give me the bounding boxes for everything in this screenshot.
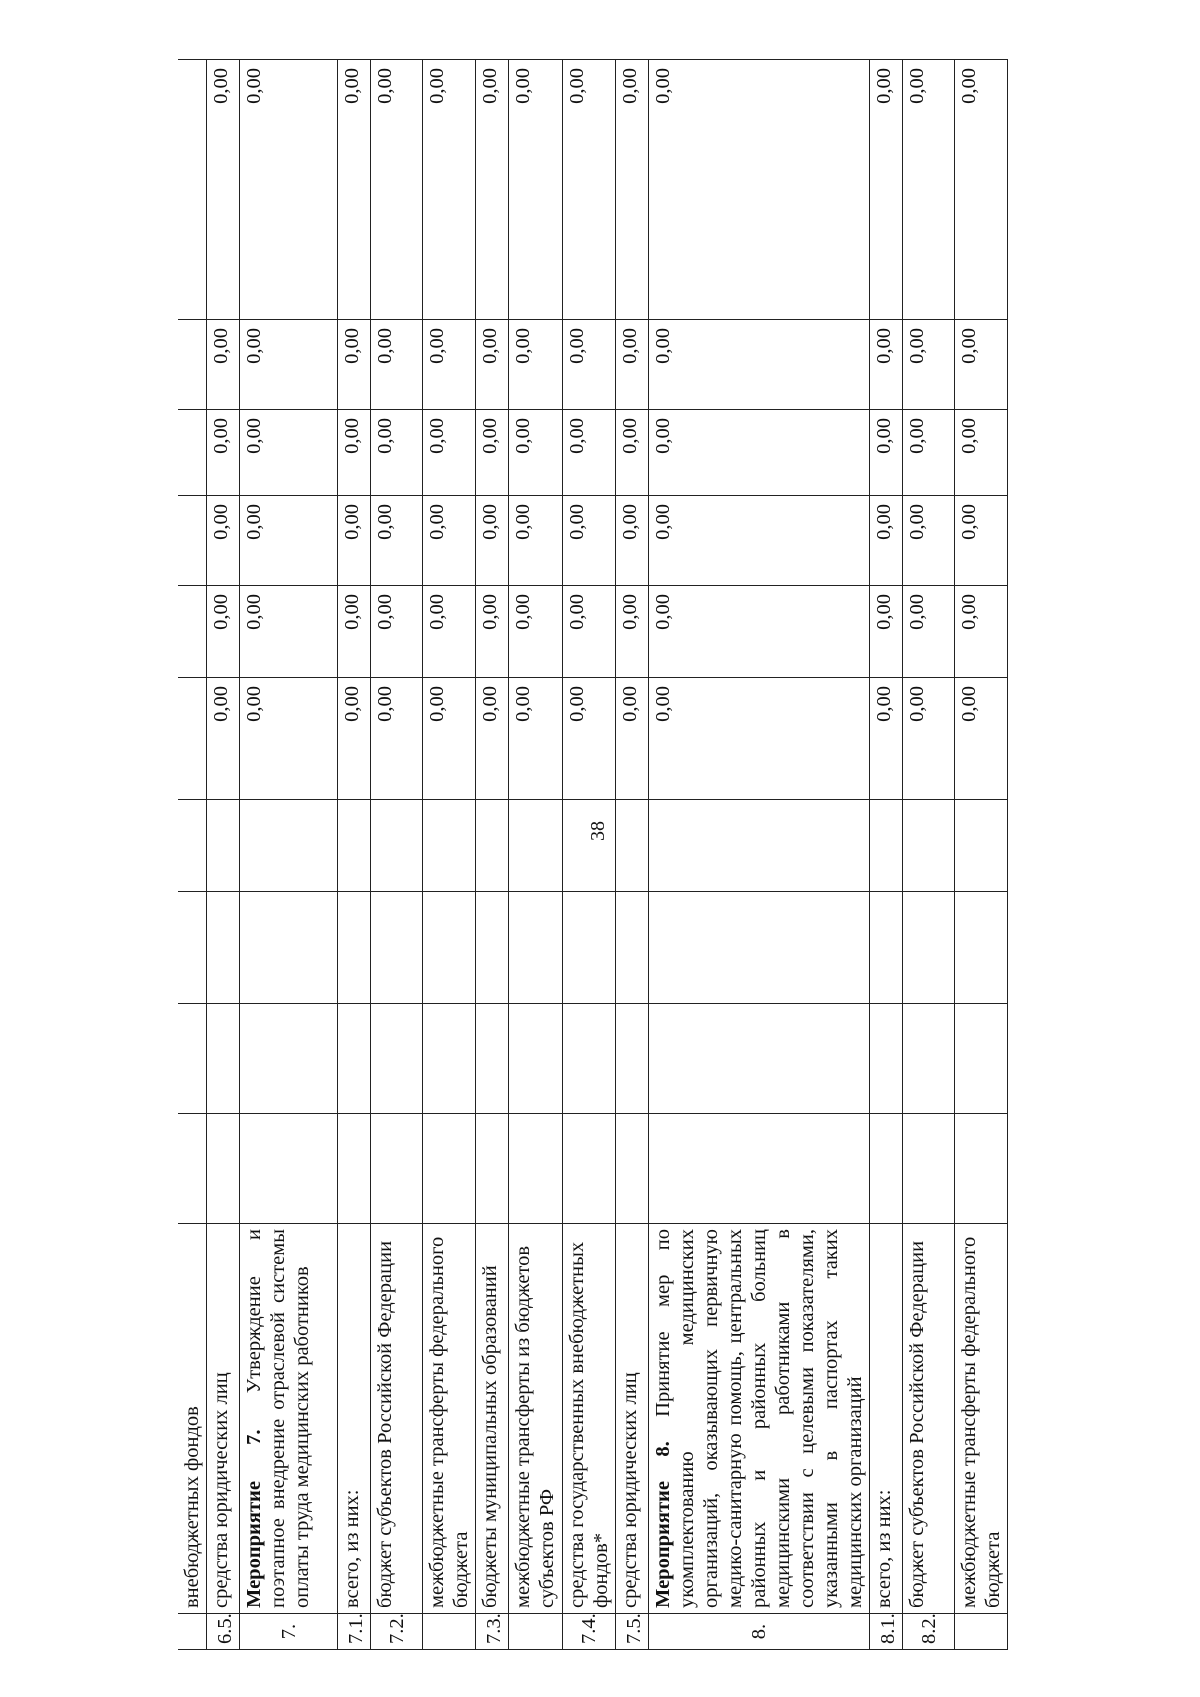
value-cell: 0,00 <box>903 678 955 800</box>
row-description <box>563 1224 616 1614</box>
value-cell: 0,00 <box>870 410 903 496</box>
row-description-text: Принятие мер по укомплектованию медицинских организаций, оказывающих первичную медико-санитарную помощь, центральных районных и районных больниц медицинскими работниками в соответствии с целевыми показателями, указанными в паспортах таких медицинских организаций <box>652 1229 866 1608</box>
row-description-text: бюджет субъектов Российской Федерации <box>906 1240 928 1608</box>
value-cell: 0,00 <box>563 586 616 678</box>
row-lead: Мероприятие 7. <box>243 1429 265 1608</box>
row-lead: Мероприятие 8. <box>652 1441 674 1608</box>
empty-cell <box>903 800 955 892</box>
empty-cell <box>509 892 563 1004</box>
table-row <box>207 60 240 1650</box>
value-cell: 0,00 <box>955 320 1008 410</box>
value-cell: 0,00 <box>649 60 870 320</box>
value-cell: 0,00 <box>649 496 870 586</box>
empty-cell <box>338 800 371 892</box>
row-number: 7.3. <box>476 1614 509 1650</box>
value-cell: 0,00 <box>649 410 870 496</box>
empty-cell <box>870 1114 903 1224</box>
value-cell: 0,00 <box>240 586 338 678</box>
value-cell: 0,00 <box>903 586 955 678</box>
value-cell: 0,00 <box>338 410 371 496</box>
empty-cell <box>903 1114 955 1224</box>
value-cell <box>178 678 207 800</box>
empty-cell <box>207 892 240 1004</box>
value-cell: 0,00 <box>371 496 423 586</box>
empty-cell <box>649 1114 870 1224</box>
value-cell: 0,00 <box>649 320 870 410</box>
value-cell: 0,00 <box>240 410 338 496</box>
value-cell: 0,00 <box>509 678 563 800</box>
empty-cell <box>509 1114 563 1224</box>
empty-cell <box>476 892 509 1004</box>
row-number <box>178 1614 207 1650</box>
row-description-text: межбюджетные трансферты из бюджетов субъектов РФ <box>512 1245 558 1608</box>
value-cell: 0,00 <box>903 60 955 320</box>
table-row <box>509 60 563 1650</box>
row-number: 6.5. <box>207 1614 240 1650</box>
value-cell: 0,00 <box>476 320 509 410</box>
value-cell: 0,00 <box>371 586 423 678</box>
row-number: 8. <box>649 1614 870 1650</box>
value-cell: 0,00 <box>476 586 509 678</box>
value-cell: 0,00 <box>903 320 955 410</box>
value-cell: 0,00 <box>338 60 371 320</box>
empty-cell <box>423 800 476 892</box>
empty-cell <box>616 892 649 1004</box>
value-cell: 0,00 <box>509 60 563 320</box>
row-description <box>371 1224 423 1614</box>
empty-cell <box>649 1004 870 1114</box>
empty-cell <box>178 1114 207 1224</box>
row-number: 7. <box>240 1614 338 1650</box>
value-cell: 0,00 <box>476 410 509 496</box>
empty-cell <box>371 800 423 892</box>
value-cell: 0,00 <box>616 678 649 800</box>
value-cell: 0,00 <box>371 320 423 410</box>
value-cell: 0,00 <box>563 60 616 320</box>
value-cell: 0,00 <box>870 586 903 678</box>
value-cell: 0,00 <box>616 496 649 586</box>
table-row <box>870 60 903 1650</box>
value-cell: 0,00 <box>563 410 616 496</box>
value-cell: 0,00 <box>476 60 509 320</box>
row-number <box>955 1614 1008 1650</box>
row-description <box>476 1224 509 1614</box>
value-cell: 0,00 <box>423 320 476 410</box>
table-row <box>563 60 616 1650</box>
empty-cell <box>423 892 476 1004</box>
empty-cell <box>870 1004 903 1114</box>
empty-cell <box>240 892 338 1004</box>
value-cell: 0,00 <box>207 60 240 320</box>
row-number: 8.2. <box>903 1614 955 1650</box>
empty-cell <box>616 1004 649 1114</box>
value-cell: 0,00 <box>207 320 240 410</box>
value-cell: 0,00 <box>870 678 903 800</box>
row-description-text: межбюджетные трансферты федерального бюджета <box>958 1236 1004 1608</box>
empty-cell <box>563 1004 616 1114</box>
value-cell: 0,00 <box>509 496 563 586</box>
empty-cell <box>649 800 870 892</box>
row-number: 7.5. <box>616 1614 649 1650</box>
value-cell: 0,00 <box>649 586 870 678</box>
row-description <box>955 1224 1008 1614</box>
empty-cell <box>955 1004 1008 1114</box>
value-cell: 0,00 <box>240 496 338 586</box>
empty-cell <box>423 1114 476 1224</box>
row-description <box>870 1224 903 1614</box>
empty-cell <box>338 892 371 1004</box>
empty-cell <box>563 1114 616 1224</box>
empty-cell <box>955 892 1008 1004</box>
empty-cell <box>870 892 903 1004</box>
value-cell: 0,00 <box>423 586 476 678</box>
value-cell: 0,00 <box>207 678 240 800</box>
row-description <box>509 1224 563 1614</box>
value-cell: 0,00 <box>649 678 870 800</box>
row-description-text: средства государственных внебюджетных фондов* <box>566 1241 612 1608</box>
row-description <box>240 1224 338 1614</box>
value-cell: 0,00 <box>207 410 240 496</box>
row-description <box>903 1224 955 1614</box>
empty-cell <box>338 1004 371 1114</box>
row-description-text: межбюджетные трансферты федерального бюджета <box>426 1236 472 1608</box>
table-row <box>649 60 870 1650</box>
value-cell: 0,00 <box>338 586 371 678</box>
empty-cell <box>371 892 423 1004</box>
value-cell: 0,00 <box>423 410 476 496</box>
row-description-text: средства юридических лиц <box>210 1372 232 1608</box>
value-cell: 0,00 <box>207 586 240 678</box>
empty-cell <box>178 800 207 892</box>
empty-cell <box>178 892 207 1004</box>
empty-cell <box>870 800 903 892</box>
row-number: 7.1. <box>338 1614 371 1650</box>
empty-cell <box>649 892 870 1004</box>
empty-cell <box>207 1114 240 1224</box>
value-cell: 0,00 <box>423 60 476 320</box>
row-description-text: бюджет субъектов Российской Федерации <box>374 1240 396 1608</box>
table-row <box>240 60 338 1650</box>
empty-cell <box>371 1004 423 1114</box>
value-cell: 0,00 <box>240 320 338 410</box>
value-cell: 0,00 <box>423 678 476 800</box>
value-cell: 0,00 <box>955 410 1008 496</box>
value-cell: 0,00 <box>903 410 955 496</box>
empty-cell <box>616 1114 649 1224</box>
row-description-text: средства юридических лиц <box>619 1372 641 1608</box>
row-number: 7.2. <box>371 1614 423 1650</box>
empty-cell <box>240 800 338 892</box>
empty-cell <box>371 1114 423 1224</box>
table-row <box>423 60 476 1650</box>
value-cell <box>178 586 207 678</box>
value-cell <box>178 60 207 320</box>
empty-cell <box>240 1114 338 1224</box>
value-cell: 0,00 <box>476 678 509 800</box>
empty-cell <box>207 800 240 892</box>
value-cell: 0,00 <box>371 678 423 800</box>
value-cell <box>178 320 207 410</box>
value-cell: 0,00 <box>338 678 371 800</box>
empty-cell <box>955 800 1008 892</box>
value-cell: 0,00 <box>509 410 563 496</box>
row-description <box>649 1224 870 1614</box>
empty-cell <box>563 892 616 1004</box>
value-cell: 0,00 <box>509 586 563 678</box>
value-cell <box>178 496 207 586</box>
row-description <box>338 1224 371 1614</box>
empty-cell <box>476 800 509 892</box>
empty-cell <box>955 1114 1008 1224</box>
value-cell: 0,00 <box>338 320 371 410</box>
value-cell: 0,00 <box>903 496 955 586</box>
value-cell: 0,00 <box>240 60 338 320</box>
empty-cell <box>240 1004 338 1114</box>
row-number <box>509 1614 563 1650</box>
empty-cell <box>509 800 563 892</box>
table-row <box>955 60 1008 1650</box>
budget-table <box>178 59 1008 1650</box>
value-cell: 0,00 <box>955 678 1008 800</box>
value-cell: 0,00 <box>563 496 616 586</box>
value-cell: 0,00 <box>955 496 1008 586</box>
value-cell <box>178 410 207 496</box>
table-row <box>338 60 371 1650</box>
empty-cell <box>509 1004 563 1114</box>
value-cell: 0,00 <box>563 320 616 410</box>
empty-cell <box>903 1004 955 1114</box>
table-row <box>616 60 649 1650</box>
row-description-text: Утверждение и поэтапное внедрение отраслевой системы оплаты труда медицинских работников <box>243 1229 313 1608</box>
value-cell: 0,00 <box>870 60 903 320</box>
value-cell: 0,00 <box>870 320 903 410</box>
row-description <box>423 1224 476 1614</box>
empty-cell <box>563 800 616 892</box>
value-cell: 0,00 <box>338 496 371 586</box>
empty-cell <box>476 1004 509 1114</box>
value-cell: 0,00 <box>476 496 509 586</box>
empty-cell <box>338 1114 371 1224</box>
row-description <box>616 1224 649 1614</box>
value-cell: 0,00 <box>240 678 338 800</box>
value-cell: 0,00 <box>423 496 476 586</box>
value-cell: 0,00 <box>371 410 423 496</box>
empty-cell <box>207 1004 240 1114</box>
rotated-table-container <box>178 60 1098 1650</box>
table-row <box>371 60 423 1650</box>
row-number <box>423 1614 476 1650</box>
row-number: 7.4. <box>563 1614 616 1650</box>
table-body <box>178 60 1008 1650</box>
value-cell: 0,00 <box>207 496 240 586</box>
page-number: 38 <box>587 821 609 841</box>
value-cell: 0,00 <box>616 586 649 678</box>
empty-cell <box>903 892 955 1004</box>
value-cell: 0,00 <box>616 410 649 496</box>
row-description-text: бюджеты муниципальных образований <box>479 1265 501 1608</box>
row-description-text: всего, из них: <box>341 1489 363 1608</box>
value-cell: 0,00 <box>616 60 649 320</box>
value-cell: 0,00 <box>563 678 616 800</box>
row-description <box>178 1224 207 1614</box>
row-description-text: внебюджетных фондов <box>181 1406 203 1608</box>
value-cell: 0,00 <box>509 320 563 410</box>
value-cell: 0,00 <box>955 586 1008 678</box>
empty-cell <box>178 1004 207 1114</box>
empty-cell <box>423 1004 476 1114</box>
row-description <box>207 1224 240 1614</box>
value-cell: 0,00 <box>955 60 1008 320</box>
table-row <box>476 60 509 1650</box>
row-number: 8.1. <box>870 1614 903 1650</box>
value-cell: 0,00 <box>870 496 903 586</box>
table-row <box>903 60 955 1650</box>
empty-cell <box>616 800 649 892</box>
value-cell: 0,00 <box>616 320 649 410</box>
empty-cell <box>476 1114 509 1224</box>
row-description-text: всего, из них: <box>873 1489 895 1608</box>
value-cell: 0,00 <box>371 60 423 320</box>
table-row <box>178 60 207 1650</box>
